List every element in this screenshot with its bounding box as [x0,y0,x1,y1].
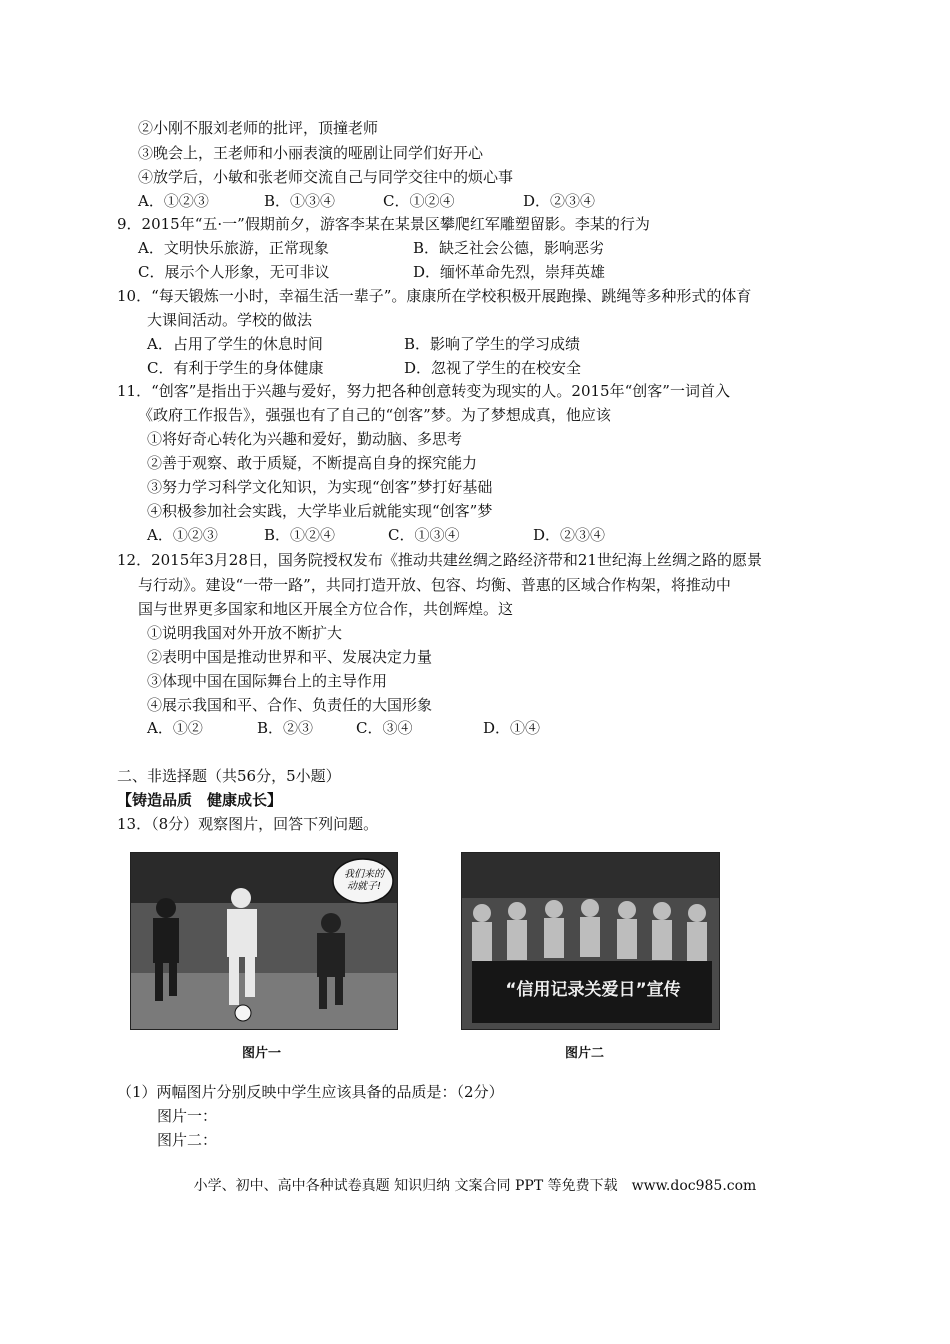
figure-2-photo [461,852,720,1030]
q12-stem-line2: 与行动》。建设“一带一路”，共同打造开放、包容、均衡、普惠的区域合作构架，将推动中 [138,576,731,594]
q9-option-d: D．缅怀革命先烈，崇拜英雄 [413,263,606,281]
q8-option-b: B．①③④ [264,192,336,210]
q11-stem-line1: 11．“创客”是指出于兴趣与爱好，努力把各种创意转变为现实的人。2015年“创客”一词首入 [117,382,730,400]
q13-sub1: （1）两幅图片分别反映中学生应该具备的品质是：（2分） [117,1083,504,1101]
q10-stem-line1: 10．“每天锻炼一小时，幸福生活一辈子”。康康所在学校积极开展跑操、跳绳等多种形式的体育 [117,287,752,305]
credit-day-photo-illustration [462,853,719,1029]
q9-option-b: B．缺乏社会公德，影响恶劣 [413,239,605,257]
q10-option-d: D．忽视了学生的在校安全 [404,359,582,377]
q9-option-c: C．展示个人形象，无可非议 [138,263,330,281]
q12-option-d: D．①④ [483,719,541,737]
section2-subtitle: 【铸造品质 健康成长】 [117,791,283,809]
q8-item-4: ④放学后，小敏和张老师交流自己与同学交往中的烦心事 [138,168,514,186]
q11-stem-line2: 《政府工作报告》，强强也有了自己的“创客”梦。为了梦想成真，他应该 [138,406,611,424]
figure-1-caption: 图片一 [242,1046,282,1061]
q12-item-1: ①说明我国对外开放不断扩大 [147,624,343,642]
q8-item-3: ③晚会上，王老师和小丽表演的哑剧让同学们好开心 [138,144,484,162]
q10-option-c: C．有利于学生的身体健康 [147,359,324,377]
q8-item-2: ②小刚不服刘老师的批评，顶撞老师 [138,119,379,137]
q8-option-d: D．②③④ [523,192,596,210]
q13-answer-fig2-label: 图片二： [157,1131,218,1149]
q10-stem-line2: 大课间活动。学校的做法 [147,311,313,329]
q8-option-a: A．①②③ [138,192,209,210]
q12-item-3: ③体现中国在国际舞台上的主导作用 [147,672,388,690]
q13-answer-fig1-label: 图片一： [157,1107,218,1125]
figure-2-caption: 图片二 [565,1046,605,1061]
q12-item-4: ④展示我国和平、合作、负责任的大国形象 [147,696,433,714]
q12-stem-line1: 12．2015年3月28日，国务院授权发布《推动共建丝绸之路经济带和21世纪海上丝绸之路的愿景 [117,551,762,569]
q11-option-a: A．①②③ [147,526,218,544]
q12-item-2: ②表明中国是推动世界和平、发展决定力量 [147,648,433,666]
q11-item-4: ④积极参加社会实践，大学毕业后就能实现“创客”梦 [147,502,493,520]
q12-option-c: C．③④ [356,719,413,737]
q9-option-a: A．文明快乐旅游，正常现象 [138,239,329,257]
q12-option-a: A．①② [147,719,203,737]
page-footer: 小学、初中、高中各种试卷真题 知识归纳 文案合同 PPT 等免费下载 www.doc985.com [193,1178,757,1194]
figure-1-speech-bubble-text: 我们来的 动就子! [344,869,384,892]
q12-stem-line3: 国与世界更多国家和地区开展全方位合作，共创辉煌。这 [138,600,514,618]
q11-item-2: ②善于观察、敢于质疑，不断提高自身的探究能力 [147,454,478,472]
figure-1-photo [130,852,398,1030]
q11-option-b: B．①②④ [264,526,336,544]
figure-2-banner-text: “信用记录关爱日”宣传 [505,980,681,1000]
q12-option-b: B．②③ [257,719,314,737]
q11-item-1: ①将好奇心转化为兴趣和爱好，勤动脑、多思考 [147,430,463,448]
q13-stem: 13．（8分）观察图片，回答下列问题。 [117,815,379,833]
q9-stem: 9．2015年“五·一”假期前夕，游客李某在某景区攀爬红军雕塑留影。李某的行为 [117,215,650,233]
q8-option-c: C．①②④ [383,192,455,210]
q10-option-a: A．占用了学生的休息时间 [147,335,323,353]
q11-option-c: C．①③④ [388,526,460,544]
q10-option-b: B．影响了学生的学习成绩 [404,335,581,353]
section2-title: 二、非选择题（共56分，5小题） [117,767,341,785]
q11-item-3: ③努力学习科学文化知识，为实现“创客”梦打好基础 [147,478,493,496]
q11-option-d: D．②③④ [533,526,606,544]
